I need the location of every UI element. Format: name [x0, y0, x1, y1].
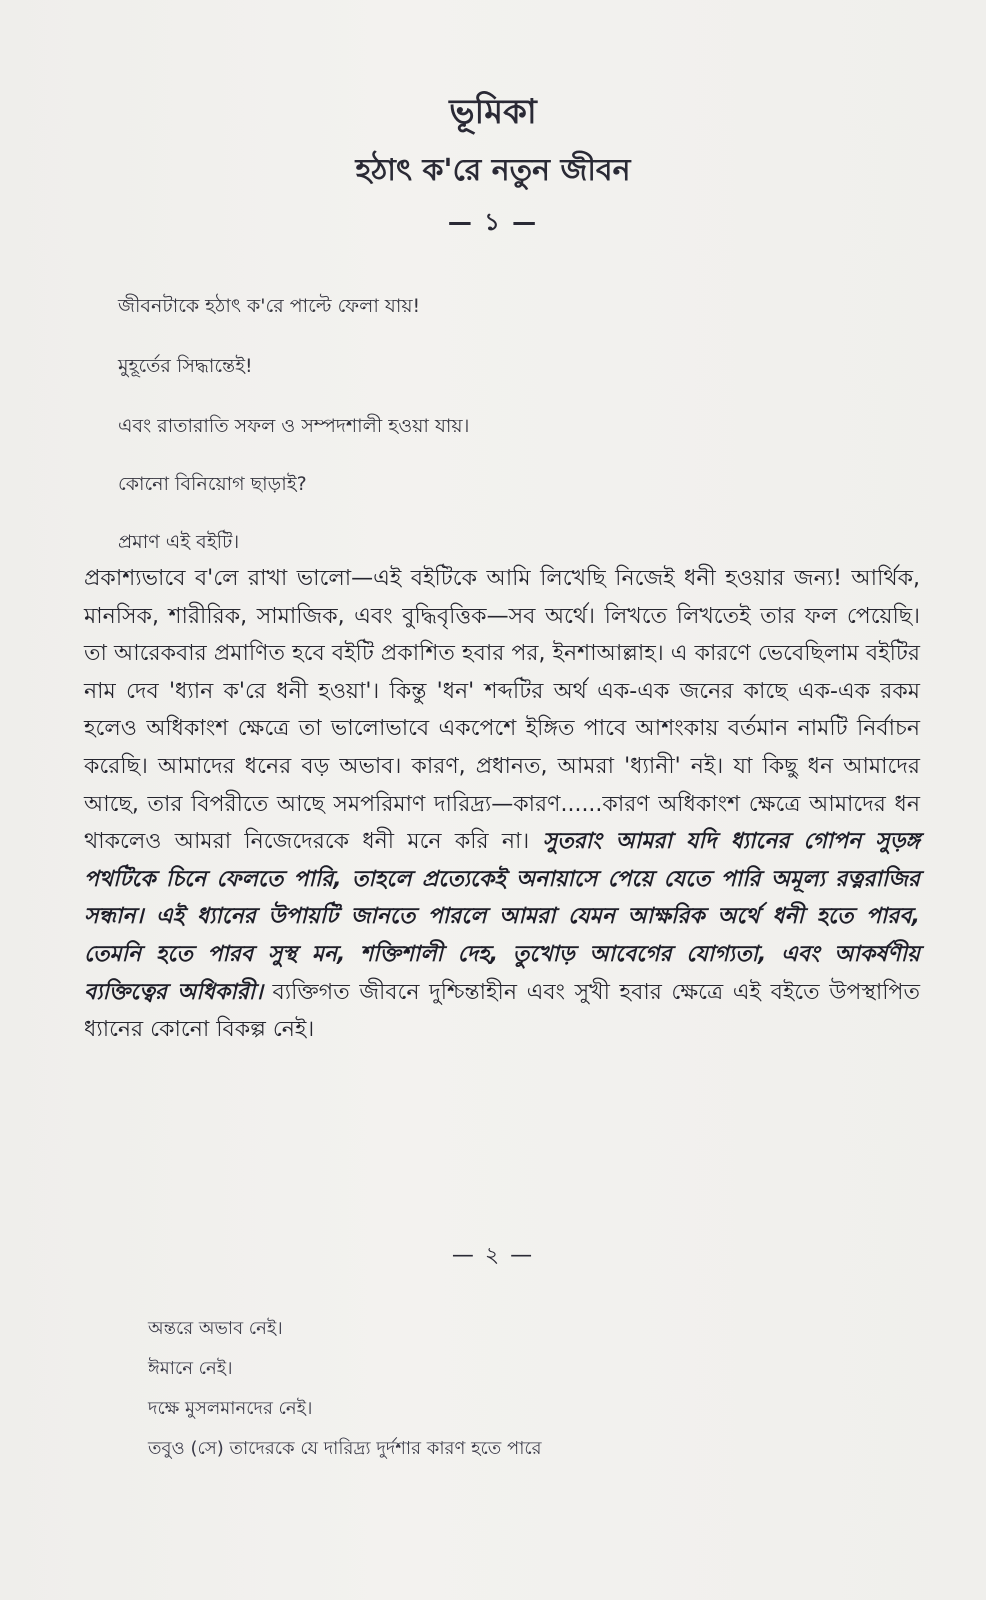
- intro-line: প্রমাণ এই বইটি।: [118, 531, 240, 553]
- intro-line: জীবনটাকে হঠাৎ ক'রে পাল্টে ফেলা যায়!: [118, 295, 421, 317]
- intro-line: কোনো বিনিয়োগ ছাড়াই?: [118, 473, 307, 495]
- paragraph-text: প্রকাশ্যভাবে ব'লে রাখা ভালো—এই বইটিকে আমি লিখেছি নিজেই ধনী হওয়ার জন্য! আর্থিক, মানসিক, শারীরিক, সামাজিক, এবং বুদ্ধিবৃত্তিক—সব অর্থে। লিখতে লিখতেই তার ফল পেয়েছি। তা আরেকবার প্রমাণিত হবে বইটি প্রকাশিত হবার পর, ইনশাআল্লাহ। এ কারণে ভেবেছিলাম বইটির নাম দেব 'ধ্যান ক'রে ধনী হওয়া'। কিন্তু 'ধন' শব্দটির অর্থ এক-এক জনের কাছে এক-এক রকম হলেও অধিকাংশ ক্ষেত্রে তা ভালোভাবে একপেশে ইঙ্গিত পাবে আশংকায় বর্তমান নামটি নির্বাচন করেছি। আমাদের ধনের বড় অভাব। কারণ, প্রধানত, আমরা 'ধ্যানী' নই। যা কিছু ধন আমাদের আছে, তার বিপরীতে আছে সমপরিমাণ দারিদ্র্য—কারণ......কারণ অধিকাংশ ক্ষেত্রে আমাদের ধন থাকলেও আমরা নিজেদেরকে ধনী মনে করি না।: [84, 566, 920, 855]
- paragraph-emphasis: সুতরাং আমরা যদি ধ্যানের গোপন সুড়ঙ্গ পথটিকে চিনে ফেলতে পারি, তাহলে প্রত্যেকেই অনায়াসে পেয়ে যেতে পারি অমূল্য রত্নরাজির সন্ধান। এই ধ্যানের উপায়টি জানতে পারলে আমরা যেমন আক্ষরিক অর্থে ধনী হতে পারব, তেমনি হতে পারব সুস্থ মন, শক্তিশালী দেহ, তুখোড় আবেগের যোগ্যতা, এবং আকর্ষণীয় ব্যক্তিত্বের অধিকারী।: [84, 829, 921, 1005]
- section2-line: অন্তরে অভাব নেই।: [148, 1318, 283, 1339]
- page-title: ভূমিকা: [449, 92, 537, 132]
- section2-line: তবুও (সে) তাদেরকে যে দারিদ্র্য দুর্দশার কারণ হতে পারে: [148, 1438, 542, 1459]
- section2-line: দক্ষে মুসলমানদের নেই।: [148, 1398, 313, 1419]
- section-number-2: — ২ —: [451, 1243, 535, 1268]
- section2-line: ঈমানে নেই।: [148, 1358, 233, 1379]
- paragraph-tail: ব্যক্তিগত জীবনে দুশ্চিন্তাহীন এবং সুখী হবার ক্ষেত্রে এই বইতে উপস্থাপিত ধ্যানের কোনো বিকল্প নেই।: [84, 979, 920, 1043]
- section-number-1: — ১ —: [447, 208, 539, 236]
- page-subtitle: হঠাৎ ক'রে নতুন জীবন: [355, 153, 631, 188]
- body-paragraph: [84, 560, 920, 1049]
- intro-line: এবং রাতারাতি সফল ও সম্পদশালী হওয়া যায়।: [118, 415, 470, 437]
- intro-line: মুহূর্তের সিদ্ধান্তেই!: [118, 355, 253, 377]
